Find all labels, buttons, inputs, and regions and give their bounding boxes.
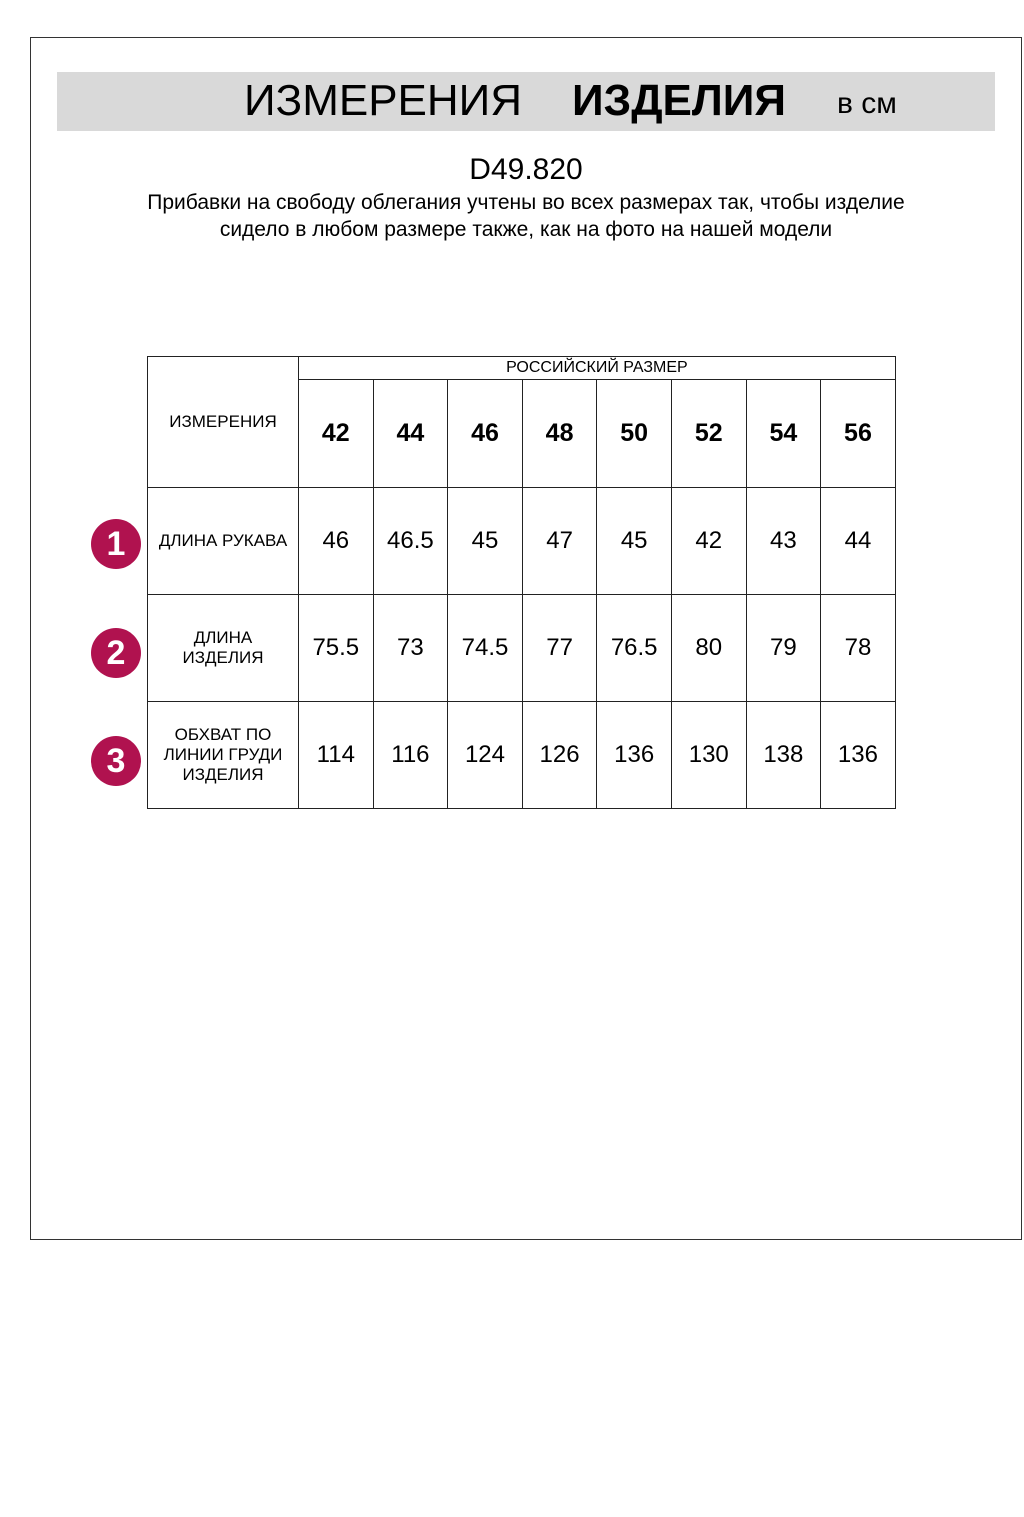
table-cell: 75.5 [299, 595, 374, 702]
table-cell: 77 [522, 595, 597, 702]
size-group-header: РОССИЙСКИЙ РАЗМЕР [299, 357, 896, 380]
size-header: 44 [373, 380, 448, 488]
table-cell: 116 [373, 702, 448, 809]
table-cell: 130 [671, 702, 746, 809]
table-cell: 138 [746, 702, 821, 809]
table-cell: 42 [671, 488, 746, 595]
row-number-badge: 3 [91, 736, 141, 786]
table-cell: 80 [671, 595, 746, 702]
table-cell: 46 [299, 488, 374, 595]
table-cell: 45 [597, 488, 672, 595]
row-label-garment-length: ДЛИНА ИЗДЕЛИЯ [148, 595, 299, 702]
row-number-badge: 1 [91, 519, 141, 569]
row-label-sleeve-length: ДЛИНА РУКАВА [148, 488, 299, 595]
size-header: 56 [821, 380, 896, 488]
table-row [148, 595, 896, 702]
table-cell: 126 [522, 702, 597, 809]
page-title-unit: в см [837, 87, 897, 120]
size-header: 48 [522, 380, 597, 488]
size-table [147, 356, 896, 809]
row-number-badge: 2 [91, 628, 141, 678]
size-header: 52 [671, 380, 746, 488]
table-cell: 73 [373, 595, 448, 702]
table-cell: 124 [448, 702, 523, 809]
size-header: 46 [448, 380, 523, 488]
article-number: D49.820 [469, 153, 583, 186]
table-cell: 136 [821, 702, 896, 809]
size-header: 54 [746, 380, 821, 488]
table-cell: 79 [746, 595, 821, 702]
size-header: 50 [597, 380, 672, 488]
table-cell: 44 [821, 488, 896, 595]
page-title-product: ИЗДЕЛИЯ [572, 76, 787, 125]
table-cell: 47 [522, 488, 597, 595]
table-cell: 114 [299, 702, 374, 809]
table-cell: 46.5 [373, 488, 448, 595]
table-cell: 74.5 [448, 595, 523, 702]
measure-column-header: ИЗМЕРЕНИЯ [148, 357, 299, 488]
table-cell: 45 [448, 488, 523, 595]
table-cell: 76.5 [597, 595, 672, 702]
fit-note: Прибавки на свободу облегания учтены во всех размерах так, чтобы изделие сидело в любом размере также, как на фото на нашей модели [147, 191, 905, 241]
page-title-measurements: ИЗМЕРЕНИЯ [244, 76, 523, 125]
table-cell: 78 [821, 595, 896, 702]
size-header: 42 [299, 380, 374, 488]
row-label-chest-girth: ОБХВАТ ПО ЛИНИИ ГРУДИ ИЗДЕЛИЯ [148, 702, 299, 809]
table-cell: 43 [746, 488, 821, 595]
table-cell: 136 [597, 702, 672, 809]
table-row [148, 488, 896, 595]
table-row [148, 702, 896, 809]
